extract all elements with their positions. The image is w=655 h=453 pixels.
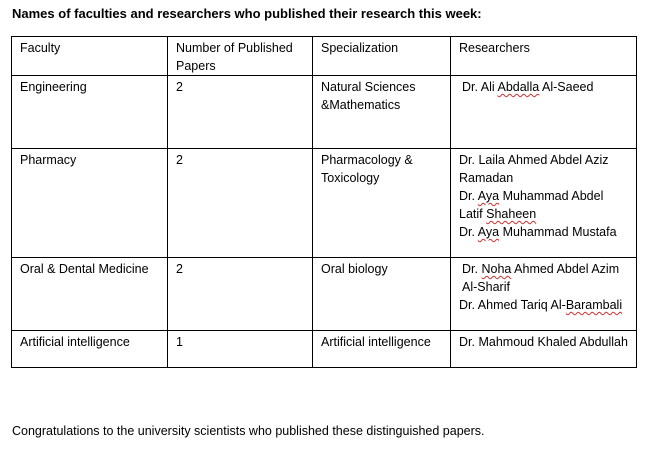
specialization-cell: Natural Sciences &Mathematics [313,76,451,149]
specialization-cell: Artificial intelligence [313,331,451,368]
faculty-cell: Artificial intelligence [12,331,168,368]
faculty-cell: Oral & Dental Medicine [12,258,168,331]
header-specialization: Specialization [313,37,451,76]
researchers-cell [451,149,637,258]
table-row [12,149,637,258]
header-faculty: Faculty [12,37,168,76]
researcher-name: Dr. Aya Muhammad Abdel Latif Shaheen [459,189,604,221]
table-row [12,331,637,368]
table-row [12,258,637,331]
researcher-name: Dr. Mahmoud Khaled Abdullah [459,335,628,349]
researcher-name: Dr. Ahmed Tariq Al-Barambali [459,298,623,312]
researcher-name: Dr. Laila Ahmed Abdel Aziz Ramadan [459,153,609,185]
specialization-cell: Pharmacology & Toxicology [313,149,451,258]
paper-count-cell: 2 [168,258,313,331]
researcher-name: Dr. Aya Muhammad Mustafa [459,225,617,239]
researcher-name: Dr. Ali Abdalla Al-Saeed [462,80,594,94]
publications-table [11,36,637,368]
page-heading: Names of faculties and researchers who published their research this week: [12,6,482,21]
congratulations-note: Congratulations to the university scientists who published these distinguished papers. [12,424,485,438]
paper-count-cell: 1 [168,331,313,368]
faculty-cell: Engineering [12,76,168,149]
researchers-cell [451,258,637,331]
researchers-cell [451,331,637,368]
header-paper-count: Number of Published Papers [168,37,313,76]
researcher-name: Dr. Noha Ahmed Abdel Azim Al-Sharif [462,262,620,294]
paper-count-cell: 2 [168,76,313,149]
paper-count-cell: 2 [168,149,313,258]
faculty-cell: Pharmacy [12,149,168,258]
table-header-row [12,37,637,76]
specialization-cell: Oral biology [313,258,451,331]
header-researchers: Researchers [451,37,637,76]
researchers-cell [451,76,637,149]
table-row [12,76,637,149]
